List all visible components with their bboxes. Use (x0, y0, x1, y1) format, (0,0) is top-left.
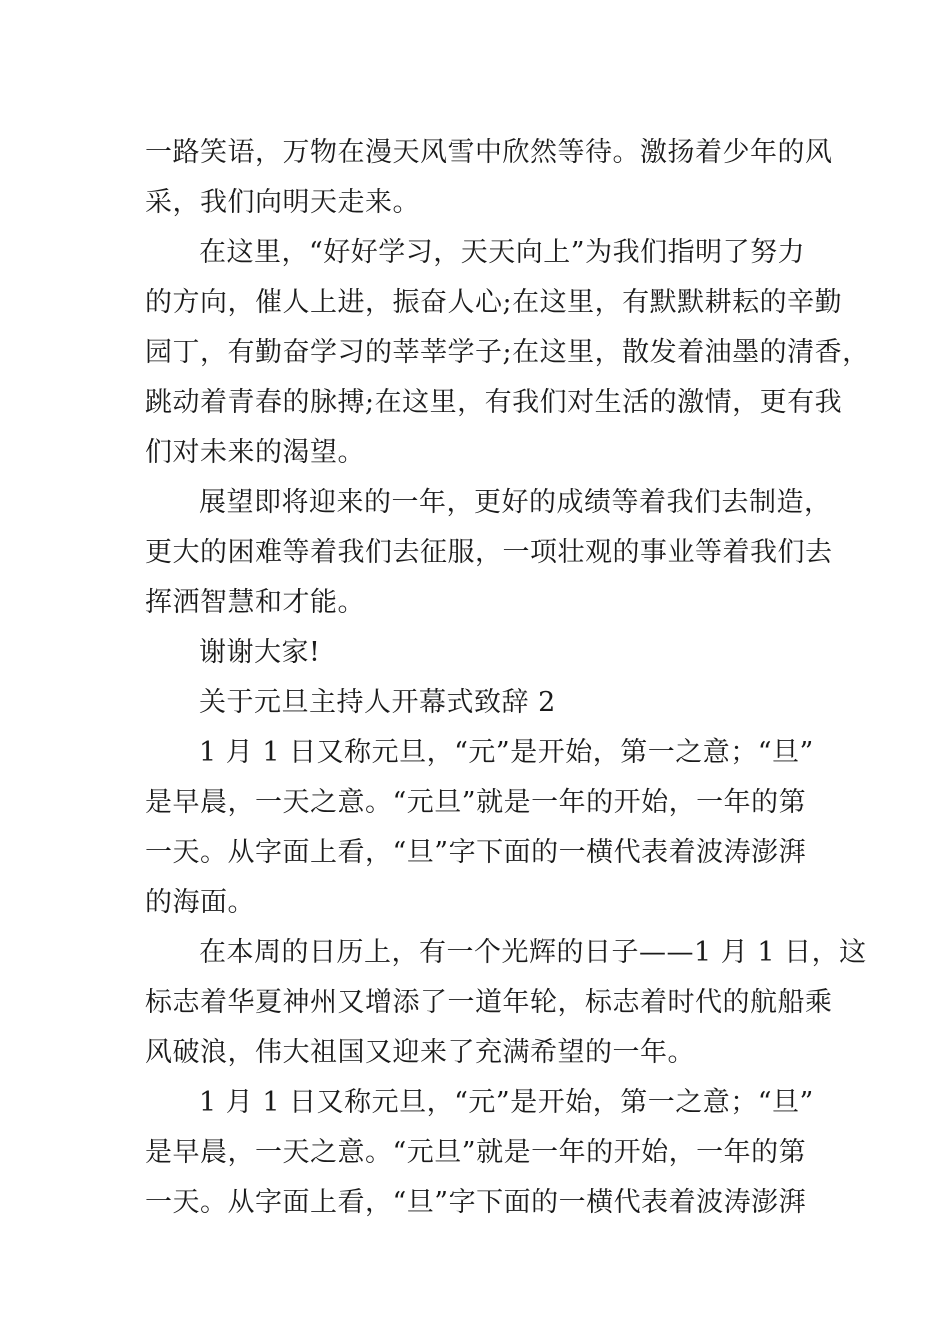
text-line: 一路笑语，万物在漫天风雪中欣然等待。激扬着少年的风 (145, 137, 833, 168)
text-line: 在这里，“好好学习，天天向上”为我们指明了努力 (199, 237, 806, 268)
text-line: 是早晨，一天之意。“元旦”就是一年的开始，一年的第 (145, 1137, 807, 1168)
text-line: 跳动着青春的脉搏;在这里，有我们对生活的激情，更有我 (145, 387, 843, 418)
text-line: 关于元旦主持人开幕式致辞 2 (199, 687, 556, 718)
paragraph (145, 1078, 835, 1228)
paragraph (145, 728, 835, 928)
text-line: 一天。从字面上看，“旦”字下面的一横代表着波涛澎湃 (145, 837, 807, 868)
text-line: 是早晨，一天之意。“元旦”就是一年的开始，一年的第 (145, 787, 807, 818)
text-line: 的海面。 (145, 887, 255, 918)
text-line: 在本周的日历上，有一个光辉的日子——1 月 1 日，这 (199, 937, 867, 968)
paragraph (145, 928, 867, 1078)
text-line: 1 月 1 日又称元旦，“元”是开始，第一之意；“旦” (199, 1087, 814, 1118)
text-line: 更大的困难等着我们去征服，一项壮观的事业等着我们去 (145, 537, 833, 568)
text-line: 采，我们向明天走来。 (145, 187, 420, 218)
text-line: 的方向，催人上进，振奋人心;在这里，有默默耕耘的辛勤 (145, 287, 843, 318)
text-line: 展望即将迎来的一年，更好的成绩等着我们去制造， (199, 487, 832, 518)
text-line: 们对未来的渴望。 (145, 437, 365, 468)
paragraph (145, 478, 835, 628)
text-line: 标志着华夏神州又增添了一道年轮，标志着时代的航船乘 (145, 987, 833, 1018)
text-line: 挥洒智慧和才能。 (145, 587, 365, 618)
text-line: 一天。从字面上看，“旦”字下面的一横代表着波涛澎湃 (145, 1187, 807, 1218)
text-line: 园丁，有勤奋学习的莘莘学子;在这里，散发着油墨的清香， (145, 337, 870, 368)
section-heading (145, 678, 835, 728)
text-line: 谢谢大家! (199, 637, 321, 668)
paragraph (145, 228, 870, 478)
document-body (145, 128, 870, 1228)
text-line: 风破浪，伟大祖国又迎来了充满希望的一年。 (145, 1037, 695, 1068)
paragraph (145, 128, 835, 228)
text-line: 1 月 1 日又称元旦，“元”是开始，第一之意；“旦” (199, 737, 814, 768)
paragraph (145, 628, 835, 678)
